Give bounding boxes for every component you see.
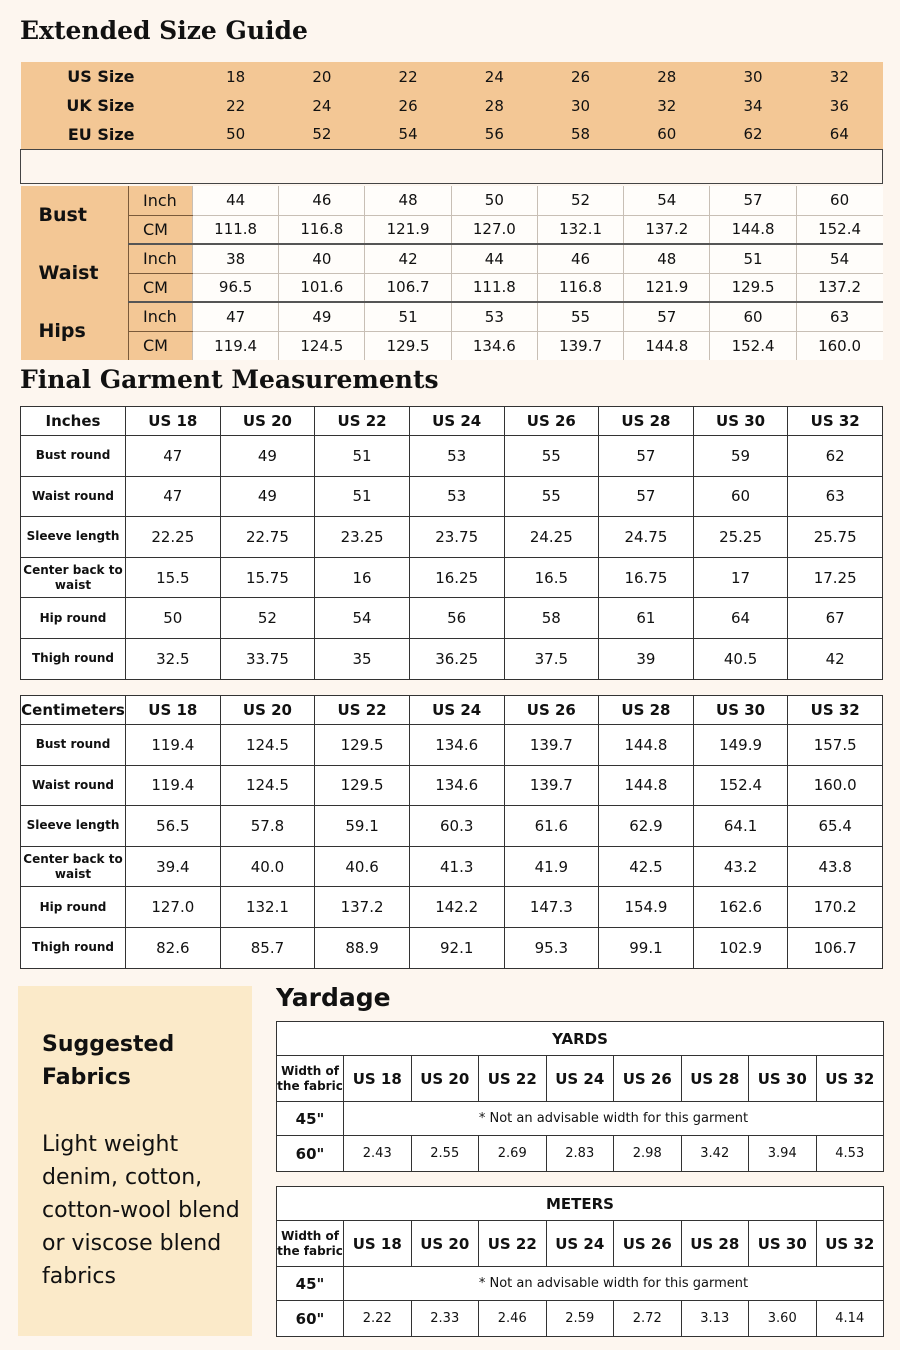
size-system-label: US Size	[21, 62, 193, 91]
size-value: 54	[365, 120, 451, 149]
measurement-name: Waist	[21, 244, 129, 302]
spacer-band	[21, 149, 883, 183]
table-cell: 57	[599, 476, 694, 517]
table-header-row	[21, 407, 883, 436]
measurement-value: 137.2	[624, 215, 710, 244]
table-cell: 55	[504, 436, 599, 477]
measurement-value: 57	[624, 302, 710, 331]
table-cell: 36.25	[409, 638, 504, 679]
measurement-value: 50	[451, 186, 537, 215]
yardage-meters-table	[276, 1186, 884, 1337]
yardage-value: 3.42	[681, 1136, 749, 1172]
size-header: US 20	[220, 407, 315, 436]
measurement-value: 139.7	[537, 331, 623, 360]
table-row	[21, 806, 883, 847]
yardage-value: 2.43	[344, 1136, 412, 1172]
fabrics-description: Light weight denim, cotton, cotton-wool blend or viscose blend fabrics	[42, 1132, 240, 1289]
yardage-value: 4.14	[816, 1301, 884, 1337]
table-cell: 160.0	[788, 765, 883, 806]
garment-title: Final Garment Measurements	[20, 365, 439, 394]
table-cell: 22.25	[126, 517, 221, 558]
size-header: US 20	[220, 696, 315, 725]
table-cell: 51	[315, 476, 410, 517]
size-header-row	[21, 91, 883, 120]
table-row	[277, 1136, 884, 1172]
table-cell: 35	[315, 638, 410, 679]
table-cell: 119.4	[126, 765, 221, 806]
measurement-value: 55	[537, 302, 623, 331]
table-cell: 24.75	[599, 517, 694, 558]
size-header: US 22	[315, 696, 410, 725]
size-header: US 24	[409, 696, 504, 725]
table-cell: 85.7	[220, 927, 315, 968]
width-header: Width of the fabric	[277, 1221, 344, 1267]
measurement-value: 111.8	[193, 215, 279, 244]
table-cell: 49	[220, 436, 315, 477]
measurement-value: 47	[193, 302, 279, 331]
size-value: 18	[193, 62, 279, 91]
table-row	[21, 725, 883, 766]
table-cell: 43.8	[788, 846, 883, 887]
yardage-value: 2.46	[479, 1301, 547, 1337]
measurement-value: 63	[796, 302, 882, 331]
table-cell: 47	[126, 476, 221, 517]
unit-label: Inch	[129, 244, 193, 273]
table-cell: 170.2	[788, 887, 883, 928]
measurement-value: 53	[451, 302, 537, 331]
measurement-value: 124.5	[279, 331, 365, 360]
garment-inches-table	[20, 406, 883, 680]
table-cell: 149.9	[693, 725, 788, 766]
yardage-value: 2.69	[479, 1136, 547, 1172]
yardage-value: 2.22	[344, 1301, 412, 1337]
measurement-value: 44	[193, 186, 279, 215]
size-header: US 30	[749, 1056, 817, 1102]
size-value: 36	[796, 91, 882, 120]
size-header: US 30	[749, 1221, 817, 1267]
measurement-name: Hips	[21, 302, 129, 360]
measurement-value: 49	[279, 302, 365, 331]
measurement-value: 52	[537, 186, 623, 215]
table-cell: 124.5	[220, 765, 315, 806]
unit-header: Inches	[21, 407, 126, 436]
table-cell: 50	[126, 598, 221, 639]
measurement-value: 106.7	[365, 273, 451, 302]
table-cell: 42	[788, 638, 883, 679]
measurement-value: 60	[710, 302, 796, 331]
table-cell: 157.5	[788, 725, 883, 766]
measurement-value: 54	[796, 244, 882, 273]
row-label: Hip round	[21, 598, 126, 639]
table-cell: 92.1	[409, 927, 504, 968]
size-value: 30	[710, 62, 796, 91]
row-label: Hip round	[21, 887, 126, 928]
table-cell: 154.9	[599, 887, 694, 928]
table-cell: 47	[126, 436, 221, 477]
table-cell: 40.5	[693, 638, 788, 679]
size-value: 62	[710, 120, 796, 149]
table-cell: 134.6	[409, 765, 504, 806]
yardage-unit-caption: YARDS	[277, 1022, 884, 1056]
table-cell: 102.9	[693, 927, 788, 968]
yardage-value: 3.13	[681, 1301, 749, 1337]
size-value: 50	[193, 120, 279, 149]
measurement-name: Bust	[21, 186, 129, 244]
size-header-row	[21, 62, 883, 91]
measurement-value: 152.4	[796, 215, 882, 244]
size-value: 28	[451, 91, 537, 120]
table-row	[21, 476, 883, 517]
table-cell: 144.8	[599, 765, 694, 806]
table-cell: 33.75	[220, 638, 315, 679]
table-row	[21, 638, 883, 679]
table-cell: 82.6	[126, 927, 221, 968]
unit-label: Inch	[129, 302, 193, 331]
yardage-value: 2.33	[411, 1301, 479, 1337]
unit-label: CM	[129, 273, 193, 302]
table-row	[21, 927, 883, 968]
row-label: Waist round	[21, 476, 126, 517]
measurement-value: 160.0	[796, 331, 882, 360]
table-cell: 139.7	[504, 765, 599, 806]
table-cell: 147.3	[504, 887, 599, 928]
yardage-title: Yardage	[276, 983, 391, 1012]
table-cell: 144.8	[599, 725, 694, 766]
table-row	[21, 517, 883, 558]
table-cell: 39.4	[126, 846, 221, 887]
yardage-value: 2.98	[614, 1136, 682, 1172]
table-cell: 25.25	[693, 517, 788, 558]
table-cell: 88.9	[315, 927, 410, 968]
size-header: US 32	[788, 407, 883, 436]
table-cell: 132.1	[220, 887, 315, 928]
size-header: US 26	[614, 1221, 682, 1267]
table-cell: 23.75	[409, 517, 504, 558]
size-header: US 24	[546, 1221, 614, 1267]
size-system-label: UK Size	[21, 91, 193, 120]
table-cell: 60	[693, 476, 788, 517]
size-header: US 20	[411, 1056, 479, 1102]
unit-label: CM	[129, 331, 193, 360]
measurement-value: 42	[365, 244, 451, 273]
size-value: 52	[279, 120, 365, 149]
size-value: 56	[451, 120, 537, 149]
size-value: 64	[796, 120, 882, 149]
row-label: Center back to waist	[21, 846, 126, 887]
measurement-value: 46	[279, 186, 365, 215]
size-header: US 26	[504, 407, 599, 436]
measurement-value: 116.8	[537, 273, 623, 302]
width-note: * Not an advisable width for this garment	[344, 1267, 884, 1301]
table-cell: 64.1	[693, 806, 788, 847]
table-cell: 56.5	[126, 806, 221, 847]
measurement-value: 46	[537, 244, 623, 273]
fabric-width: 45"	[277, 1267, 344, 1301]
size-value: 24	[451, 62, 537, 91]
table-cell: 41.9	[504, 846, 599, 887]
table-cell: 55	[504, 476, 599, 517]
table-cell: 56	[409, 598, 504, 639]
measurement-value: 129.5	[710, 273, 796, 302]
table-row	[21, 846, 883, 887]
measurement-value: 54	[624, 186, 710, 215]
size-value: 22	[365, 62, 451, 91]
yardage-value: 2.72	[614, 1301, 682, 1337]
size-header: US 26	[614, 1056, 682, 1102]
measurement-value: 127.0	[451, 215, 537, 244]
table-cell: 37.5	[504, 638, 599, 679]
table-cell: 61.6	[504, 806, 599, 847]
size-header: US 30	[693, 696, 788, 725]
measurement-inch-row	[21, 244, 883, 273]
size-value: 30	[537, 91, 623, 120]
table-cell: 17	[693, 557, 788, 598]
table-cell: 16.25	[409, 557, 504, 598]
size-value: 34	[710, 91, 796, 120]
table-row	[21, 765, 883, 806]
yardage-value: 2.59	[546, 1301, 614, 1337]
measurement-value: 119.4	[193, 331, 279, 360]
table-cell: 16	[315, 557, 410, 598]
size-header: US 24	[409, 407, 504, 436]
table-cell: 64	[693, 598, 788, 639]
yardage-value: 2.55	[411, 1136, 479, 1172]
measurement-value: 60	[796, 186, 882, 215]
measurement-value: 134.6	[451, 331, 537, 360]
row-label: Waist round	[21, 765, 126, 806]
size-header: US 28	[681, 1221, 749, 1267]
fabric-width: 60"	[277, 1301, 344, 1337]
size-value: 20	[279, 62, 365, 91]
measurement-value: 48	[365, 186, 451, 215]
table-cell: 16.5	[504, 557, 599, 598]
measurement-value: 40	[279, 244, 365, 273]
row-label: Center back to waist	[21, 557, 126, 598]
table-cell: 137.2	[315, 887, 410, 928]
table-header-row	[21, 696, 883, 725]
size-header: US 22	[479, 1221, 547, 1267]
size-header-row	[21, 120, 883, 149]
fabric-width: 60"	[277, 1136, 344, 1172]
unit-label: CM	[129, 215, 193, 244]
size-header: US 22	[479, 1056, 547, 1102]
row-label: Thigh round	[21, 927, 126, 968]
table-cell: 124.5	[220, 725, 315, 766]
measurement-inch-row	[21, 302, 883, 331]
size-header: US 26	[504, 696, 599, 725]
measurement-cm-row	[21, 215, 883, 244]
table-row	[21, 436, 883, 477]
measurement-value: 51	[710, 244, 796, 273]
measurement-value: 137.2	[796, 273, 882, 302]
table-row	[21, 887, 883, 928]
size-header: US 18	[126, 696, 221, 725]
table-cell: 40.6	[315, 846, 410, 887]
table-cell: 53	[409, 436, 504, 477]
fabrics-title: Suggested Fabrics	[42, 1032, 175, 1090]
table-header-row	[277, 1056, 884, 1102]
size-value: 22	[193, 91, 279, 120]
yardage-yards-table	[276, 1021, 884, 1172]
table-cell: 129.5	[315, 765, 410, 806]
size-guide-table	[20, 62, 883, 360]
measurement-value: 144.8	[710, 215, 796, 244]
size-system-label: EU Size	[21, 120, 193, 149]
table-cell: 51	[315, 436, 410, 477]
yardage-value: 3.94	[749, 1136, 817, 1172]
measurement-value: 132.1	[537, 215, 623, 244]
width-note: * Not an advisable width for this garment	[344, 1102, 884, 1136]
size-header: US 30	[693, 407, 788, 436]
row-label: Sleeve length	[21, 517, 126, 558]
size-header: US 32	[816, 1056, 884, 1102]
size-value: 58	[537, 120, 623, 149]
size-header: US 28	[599, 407, 694, 436]
measurement-value: 96.5	[193, 273, 279, 302]
table-cell: 129.5	[315, 725, 410, 766]
table-cell: 58	[504, 598, 599, 639]
table-cell: 17.25	[788, 557, 883, 598]
table-cell: 53	[409, 476, 504, 517]
table-cell: 106.7	[788, 927, 883, 968]
measurement-value: 129.5	[365, 331, 451, 360]
table-cell: 61	[599, 598, 694, 639]
measurement-value: 152.4	[710, 331, 796, 360]
table-cell: 32.5	[126, 638, 221, 679]
table-cell: 67	[788, 598, 883, 639]
size-header: US 24	[546, 1056, 614, 1102]
table-cell: 24.25	[504, 517, 599, 558]
measurement-value: 57	[710, 186, 796, 215]
garment-centimeters-table	[20, 695, 883, 969]
table-row	[21, 598, 883, 639]
size-guide-title: Extended Size Guide	[20, 16, 308, 45]
table-row	[277, 1267, 884, 1301]
suggested-fabrics-box	[18, 986, 252, 1336]
size-value: 32	[796, 62, 882, 91]
table-row	[277, 1102, 884, 1136]
table-cell: 15.5	[126, 557, 221, 598]
table-cell: 60.3	[409, 806, 504, 847]
measurement-value: 121.9	[365, 215, 451, 244]
table-cell: 62.9	[599, 806, 694, 847]
unit-label: Inch	[129, 186, 193, 215]
measurement-value: 51	[365, 302, 451, 331]
table-cell: 57.8	[220, 806, 315, 847]
table-cell: 42.5	[599, 846, 694, 887]
table-cell: 16.75	[599, 557, 694, 598]
table-cell: 162.6	[693, 887, 788, 928]
table-cell: 65.4	[788, 806, 883, 847]
size-value: 26	[365, 91, 451, 120]
size-header: US 32	[816, 1221, 884, 1267]
measurement-inch-row	[21, 186, 883, 215]
row-label: Sleeve length	[21, 806, 126, 847]
measurement-value: 101.6	[279, 273, 365, 302]
measurement-value: 116.8	[279, 215, 365, 244]
table-row	[277, 1301, 884, 1337]
unit-header: Centimeters	[21, 696, 126, 725]
table-cell: 99.1	[599, 927, 694, 968]
size-header: US 20	[411, 1221, 479, 1267]
size-value: 32	[624, 91, 710, 120]
table-cell: 15.75	[220, 557, 315, 598]
size-header: US 32	[788, 696, 883, 725]
size-value: 26	[537, 62, 623, 91]
table-cell: 63	[788, 476, 883, 517]
table-cell: 49	[220, 476, 315, 517]
table-cell: 41.3	[409, 846, 504, 887]
measurement-cm-row	[21, 331, 883, 360]
yardage-value: 2.83	[546, 1136, 614, 1172]
table-cell: 59	[693, 436, 788, 477]
table-cell: 62	[788, 436, 883, 477]
size-header: US 18	[344, 1221, 412, 1267]
table-cell: 59.1	[315, 806, 410, 847]
row-label: Bust round	[21, 725, 126, 766]
table-cell: 95.3	[504, 927, 599, 968]
yardage-unit-caption: METERS	[277, 1187, 884, 1221]
measurement-value: 38	[193, 244, 279, 273]
table-cell: 23.25	[315, 517, 410, 558]
size-header: US 22	[315, 407, 410, 436]
measurement-value: 44	[451, 244, 537, 273]
table-cell: 43.2	[693, 846, 788, 887]
measurement-value: 144.8	[624, 331, 710, 360]
row-label: Bust round	[21, 436, 126, 477]
size-header: US 18	[126, 407, 221, 436]
table-cell: 25.75	[788, 517, 883, 558]
table-cell: 127.0	[126, 887, 221, 928]
size-header: US 28	[681, 1056, 749, 1102]
row-label: Thigh round	[21, 638, 126, 679]
table-cell: 22.75	[220, 517, 315, 558]
measurement-value: 48	[624, 244, 710, 273]
table-row	[21, 557, 883, 598]
table-cell: 54	[315, 598, 410, 639]
table-cell: 134.6	[409, 725, 504, 766]
fabric-width: 45"	[277, 1102, 344, 1136]
table-cell: 39	[599, 638, 694, 679]
size-header: US 28	[599, 696, 694, 725]
size-value: 60	[624, 120, 710, 149]
width-header: Width of the fabric	[277, 1056, 344, 1102]
measurement-value: 121.9	[624, 273, 710, 302]
measurement-value: 111.8	[451, 273, 537, 302]
table-cell: 152.4	[693, 765, 788, 806]
table-cell: 52	[220, 598, 315, 639]
table-cell: 57	[599, 436, 694, 477]
table-cell: 142.2	[409, 887, 504, 928]
table-cell: 139.7	[504, 725, 599, 766]
yardage-value: 4.53	[816, 1136, 884, 1172]
table-cell: 119.4	[126, 725, 221, 766]
table-cell: 40.0	[220, 846, 315, 887]
yardage-value: 3.60	[749, 1301, 817, 1337]
size-value: 28	[624, 62, 710, 91]
size-header: US 18	[344, 1056, 412, 1102]
measurement-cm-row	[21, 273, 883, 302]
size-value: 24	[279, 91, 365, 120]
table-header-row	[277, 1221, 884, 1267]
